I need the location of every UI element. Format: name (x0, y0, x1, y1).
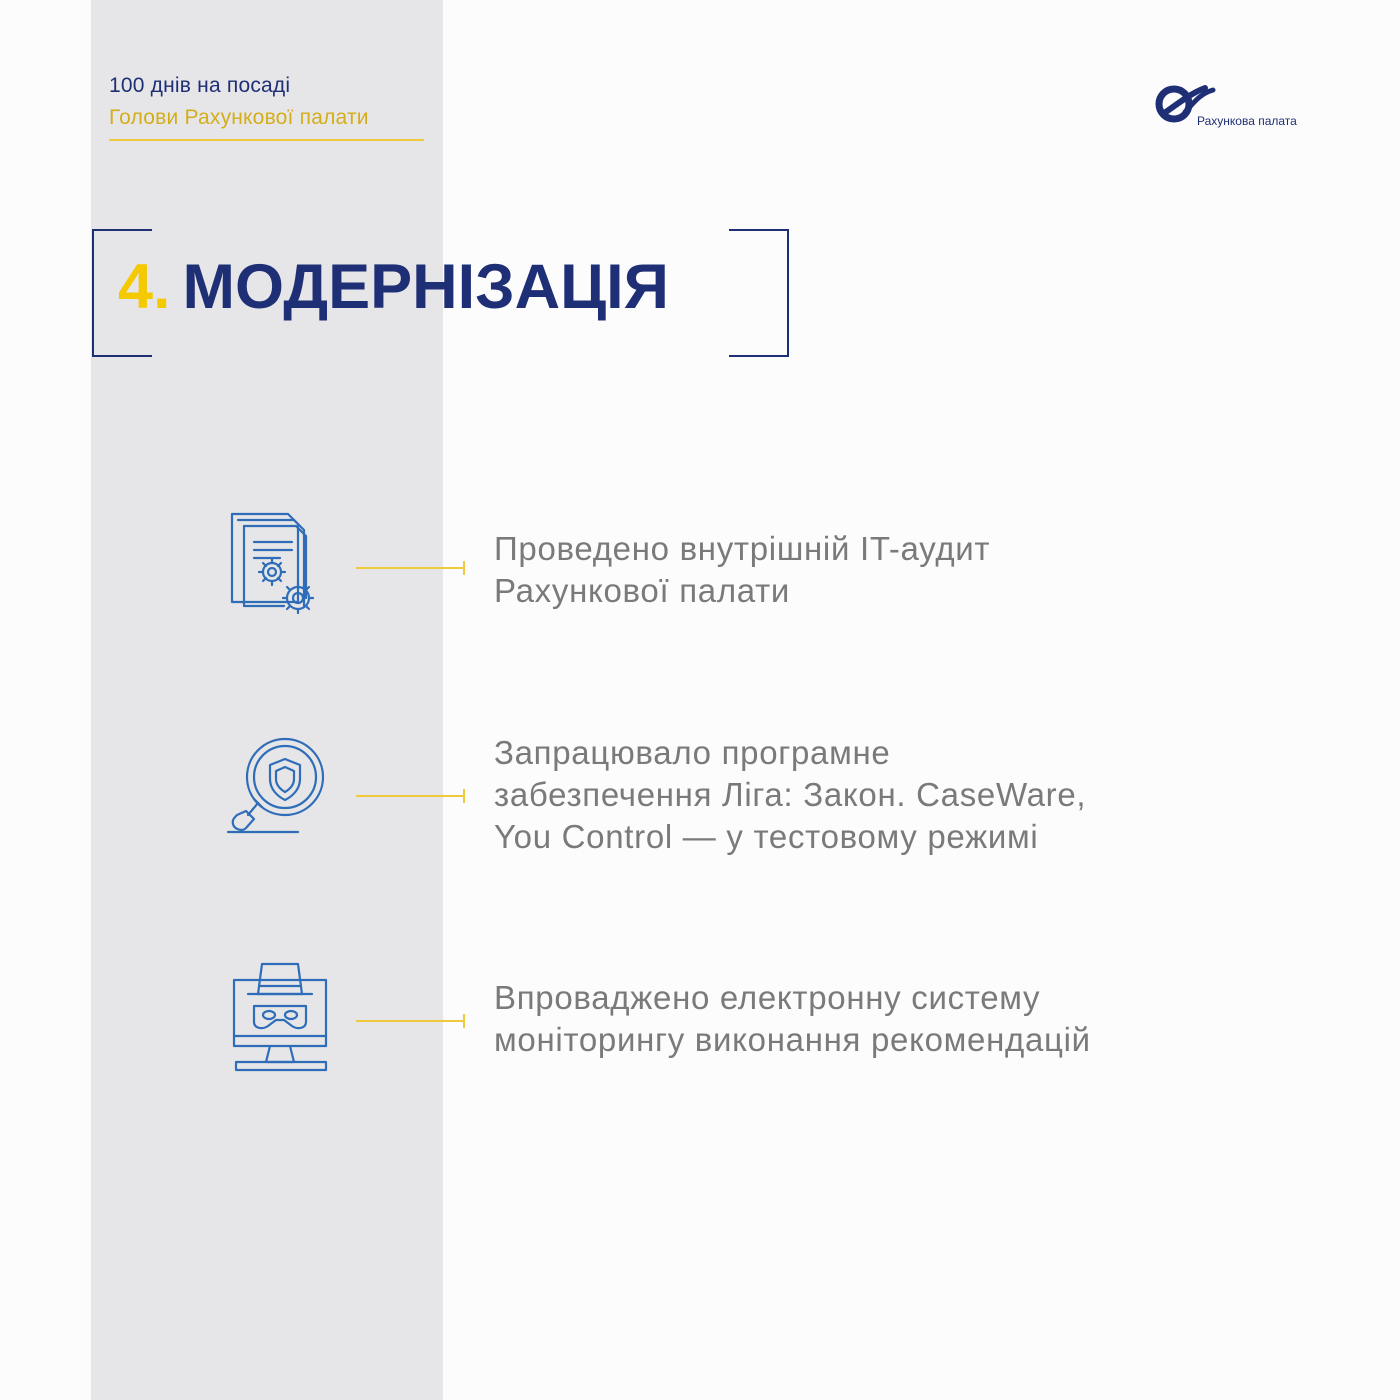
item-text-line: Запрацювало програмне (494, 734, 891, 771)
item-text-line: Рахункової палати (494, 572, 791, 609)
connector-line (356, 1020, 465, 1022)
item-text-line: Проведено внутрішній IT-аудит (494, 530, 991, 567)
item-text-line: You Control — у тестовому режимі (494, 818, 1039, 855)
item-text-line: моніторингу виконання рекомендацій (494, 1021, 1091, 1058)
item-text-line: Впроваджено електронну систему (494, 979, 1041, 1016)
section-heading (118, 248, 669, 327)
title-bracket-right (729, 229, 789, 357)
documents-gears-icon (224, 510, 334, 625)
logo (1155, 84, 1315, 134)
item-text-line: забезпечення Ліга: Закон. CaseWare, (494, 776, 1087, 813)
section-number: 4. (118, 252, 171, 322)
magnifier-shield-icon (224, 735, 334, 850)
item-text (494, 977, 1091, 1061)
header-subtitle: Голови Рахункової палати (109, 106, 369, 129)
item-text (494, 732, 1086, 858)
connector-line (356, 567, 465, 569)
section-title: МОДЕРНІЗАЦІЯ (182, 252, 669, 322)
header-underline (109, 139, 424, 141)
gray-side-band (91, 0, 443, 1400)
item-text (494, 528, 990, 612)
connector-line (356, 795, 465, 797)
monitor-spy-icon (224, 958, 334, 1073)
header-title: 100 днів на посаді (109, 74, 291, 97)
logo-text: Рахункова палата (1197, 114, 1297, 128)
